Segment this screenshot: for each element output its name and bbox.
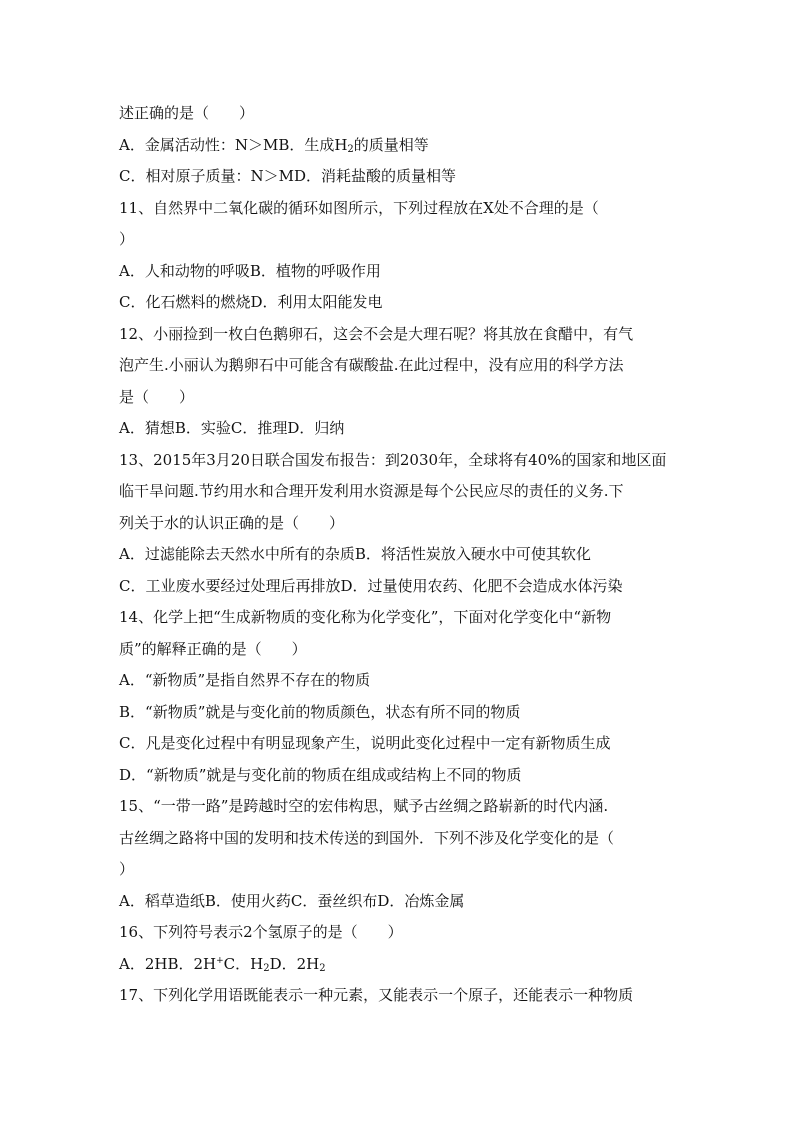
text-line: ） <box>119 860 135 878</box>
text-line: 是（ ） <box>119 387 195 406</box>
text-line: 述正确的是（ ） <box>119 104 255 122</box>
question-14-line: 14、化学上把“生成新物质的变化称为化学变化”，下面对化学变化中“新物 <box>119 608 612 626</box>
question-16-line: 16、下列符号表示2个氢原子的是（ ） <box>119 923 403 941</box>
text-line: A．人和动物的呼吸B．植物的呼吸作用 <box>119 261 381 280</box>
text-line: 列关于水的认识正确的是（ ） <box>119 513 345 532</box>
text-line: 质”的解释正确的是（ ） <box>119 639 307 658</box>
text-line: A．金属活动性：N＞MB．生成$H_2$的质量相等 <box>119 135 429 155</box>
text-line: C．化石燃料的燃烧D．利用太阳能发电 <box>119 293 383 311</box>
document-text <box>119 98 679 1012</box>
question-11-line: 11、自然界中二氧化碳的循环如图所示，下列过程放在X处不合理的是（ <box>119 198 599 217</box>
text-line: 泡产生.小丽认为鹅卵石中可能含有碳酸盐.在此过程中，没有应用的科学方法 <box>119 356 624 374</box>
text-line: C．相对原子质量：N＞MD．消耗盐酸的质量相等 <box>119 167 456 185</box>
text-line: C．凡是变化过程中有明显现象产生，说明此变化过程中一定有新物质生成 <box>119 734 611 752</box>
question-12-line: 12、小丽捡到一枚白色鹅卵石，这会不会是大理石呢？将其放在食醋中，有气 <box>119 324 634 343</box>
text-line: A．稻草造纸B．使用火药C．蚕丝织布D．冶炼金属 <box>119 891 465 910</box>
text-line: A．猜想B．实验C．推理D．归纳 <box>119 419 345 437</box>
text-line: B．“新物质”就是与变化前的物质颜色，状态有所不同的物质 <box>119 702 521 721</box>
text-line: 古丝绸之路将中国的发明和技术传送的到国外．下列不涉及化学变化的是（ <box>119 828 615 847</box>
text-line: 临干旱问题.节约用水和合理开发利用水资源是每个公民应尽的责任的义务.下 <box>119 482 624 500</box>
text-line: D．“新物质”就是与变化前的物质在组成或结构上不同的物质 <box>119 765 522 784</box>
question-17-line: 17、下列化学用语既能表示一种元素，又能表示一个原子，还能表示一种物质 <box>119 986 634 1004</box>
text-line: ） <box>119 230 135 248</box>
text-line: A．过滤能除去天然水中所有的杂质B．将活性炭放入硬水中可使其软化 <box>119 545 591 563</box>
question-15-line: 15、“一带一路”是跨越时空的宏伟构思，赋予古丝绸之路崭新的时代内涵. <box>119 797 609 815</box>
text-line: A．“新物质”是指自然界不存在的物质 <box>119 671 371 689</box>
text-line: A．2HB．2H+C．$H_2D$．$2H_2$ <box>119 954 326 974</box>
question-13-line: 13、2015年3月20日联合国发布报告：到2030年，全球将有40%的国家和地区面 <box>119 450 667 469</box>
text-line: C．工业废水要经过处理后再排放D．过量使用农药、化肥不会造成水体污染 <box>119 576 623 595</box>
